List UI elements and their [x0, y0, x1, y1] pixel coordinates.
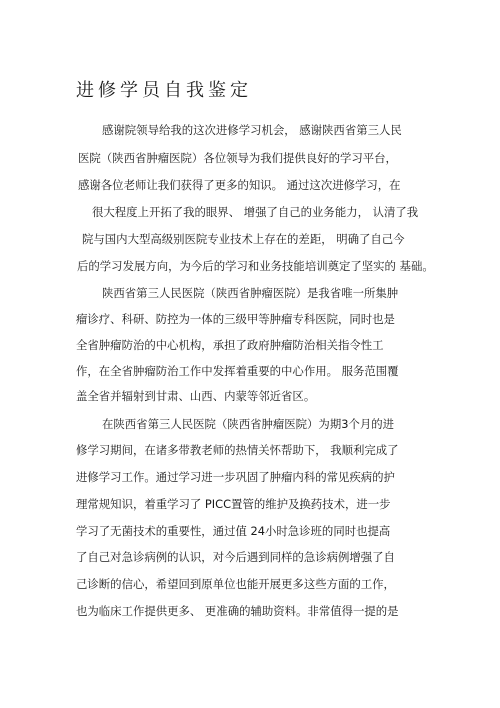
text-line: 理常规知识，着重学习了 PICC置管的维护及换药技术，进一步: [76, 497, 391, 511]
text-line: 医院（陕西省肿瘤医院）各位领导为我们提供良好的学习平台，: [78, 151, 397, 165]
text-line: 后的学习发展方向，为今后的学习和业务技能培训奠定了坚实的 基础。: [77, 259, 434, 273]
text-line: 感谢院领导给我的这次进修学习机会， 感谢陕西省第三人民: [102, 123, 402, 137]
text-line: 己诊断的信心，希望回到原单位也能开展更多这些方面的工作，: [76, 577, 395, 591]
text-line: 很大程度上开拓了我的眼界、 增强了自己的业务能力， 认清了我: [92, 205, 419, 219]
text-line: 瘤诊疗、科研、防控为一体的三级甲等肿瘤专科医院，同时也是: [76, 312, 395, 326]
text-line: 院与国内大型高级别医院专业技术上存在的差距， 明确了自己今: [82, 232, 405, 246]
text-line: 感谢各位老师让我们获得了更多的知识。 通过这次进修学习，在: [78, 178, 401, 192]
text-line: 学习了无菌技术的重要性，通过值 24小时急诊班的同时也提高: [76, 524, 391, 538]
text-line: 陕西省第三人民医院（陕西省肿瘤医院）是我省唯一所集肿: [102, 286, 399, 300]
document-title: 进修学员自我鉴定: [76, 80, 252, 101]
text-line: 了自己对急诊病例的认识，对今后遇到同样的急诊病例增强了自: [76, 550, 395, 564]
text-line: 在陕西省第三人民医院（陕西省肿瘤医院）为期3个月的进: [102, 417, 395, 431]
text-line: 修学习期间，在诸多带教老师的热情关怀帮助下， 我顺利完成了: [76, 443, 399, 457]
text-line: 也为临床工作提供更多、 更准确的辅助资料。非常值得一提的是: [76, 604, 399, 618]
text-line: 作，在全省肿瘤防治工作中发挥着重要的中心作用。 服务范围覆: [76, 364, 399, 378]
text-line: 全省肿瘤防治的中心机构，承担了政府肿瘤防治相关指令性工: [76, 338, 384, 352]
text-line: 进修学习工作。通过学习进一步巩固了肿瘤内科的常见疾病的护: [76, 470, 395, 484]
text-line: 盖全省并辐射到甘肃、山西、内蒙等邻近省区。: [76, 389, 316, 403]
